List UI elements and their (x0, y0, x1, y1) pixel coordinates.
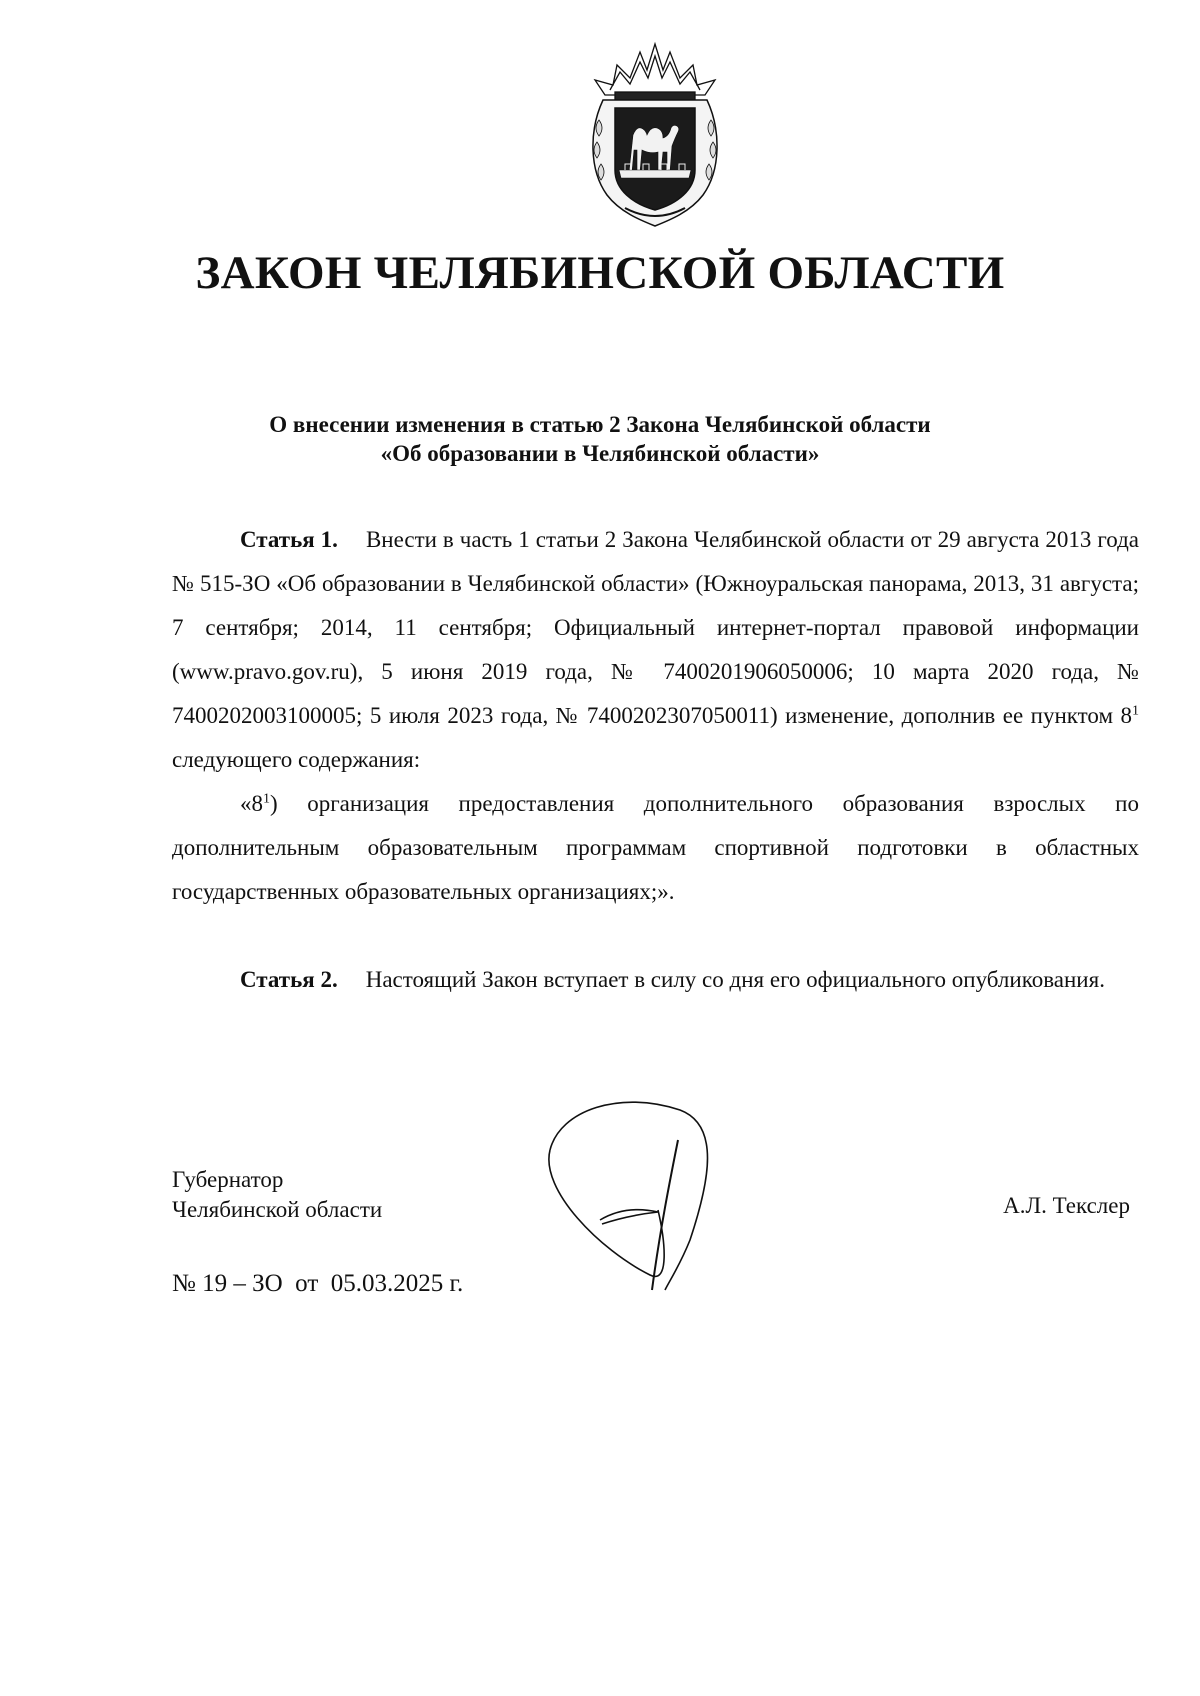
law-number: № 19 – ЗО от 05.03.2025 г. (172, 1270, 464, 1297)
article-1 (172, 518, 1139, 914)
subtitle-line-1: О внесении изменения в статью 2 Закона Челябинской области (269, 412, 931, 437)
signatory-position (172, 1165, 382, 1225)
article-2-label: Статья 2. (240, 967, 338, 992)
article-1-paragraph (172, 518, 1139, 782)
law-title: ЗАКОН ЧЕЛЯБИНСКОЙ ОБЛАСТИ (195, 247, 1005, 299)
coat-of-arms-icon (585, 40, 725, 230)
article-1-quote (172, 782, 1139, 914)
subtitle-line-2: «Об образовании в Челябинской области» (380, 441, 820, 466)
article-1-quote-superscript: 1 (263, 791, 270, 807)
article-1-superscript: 1 (1132, 703, 1139, 719)
signatory-position-line-2: Челябинской области (172, 1197, 383, 1222)
signatory-position-line-1: Губернатор (172, 1167, 284, 1192)
article-1-text-end: следующего содержания: (172, 747, 421, 772)
article-2 (172, 958, 1139, 1002)
article-1-quote-text: ) организация предоставления дополнительного образования взрослых по дополнительным образовательным программам спортивной подготовки в областных государственных образовательных организациях;». (172, 791, 1139, 904)
article-2-text: Настоящий Закон вступает в силу со дня его официального опубликования. (365, 967, 1105, 992)
signatory-name: А.Л. Текслер (1003, 1193, 1130, 1218)
handwritten-signature-icon (540, 1090, 720, 1300)
article-1-text: Внести в часть 1 статьи 2 Закона Челябинской области от 29 августа 2013 года № 515-ЗО «Об образовании в Челябинской области» (Южноуральская панорама, 2013, 31 августа; 7 сентября; 2014, 11 сентября; Официальный интернет-портал правовой информации (www.pravo.gov.ru), 5 июня 2019 года, № 7400201906050006; 10 марта 2020 года, № 7400202003100005; 5 июля 2023 года, № 7400202307050011) изменение, дополнив ее пунктом 8 (172, 527, 1139, 728)
law-subtitle (0, 410, 1200, 468)
article-1-quote-open: «8 (240, 791, 263, 816)
article-1-label: Статья 1. (240, 527, 338, 552)
